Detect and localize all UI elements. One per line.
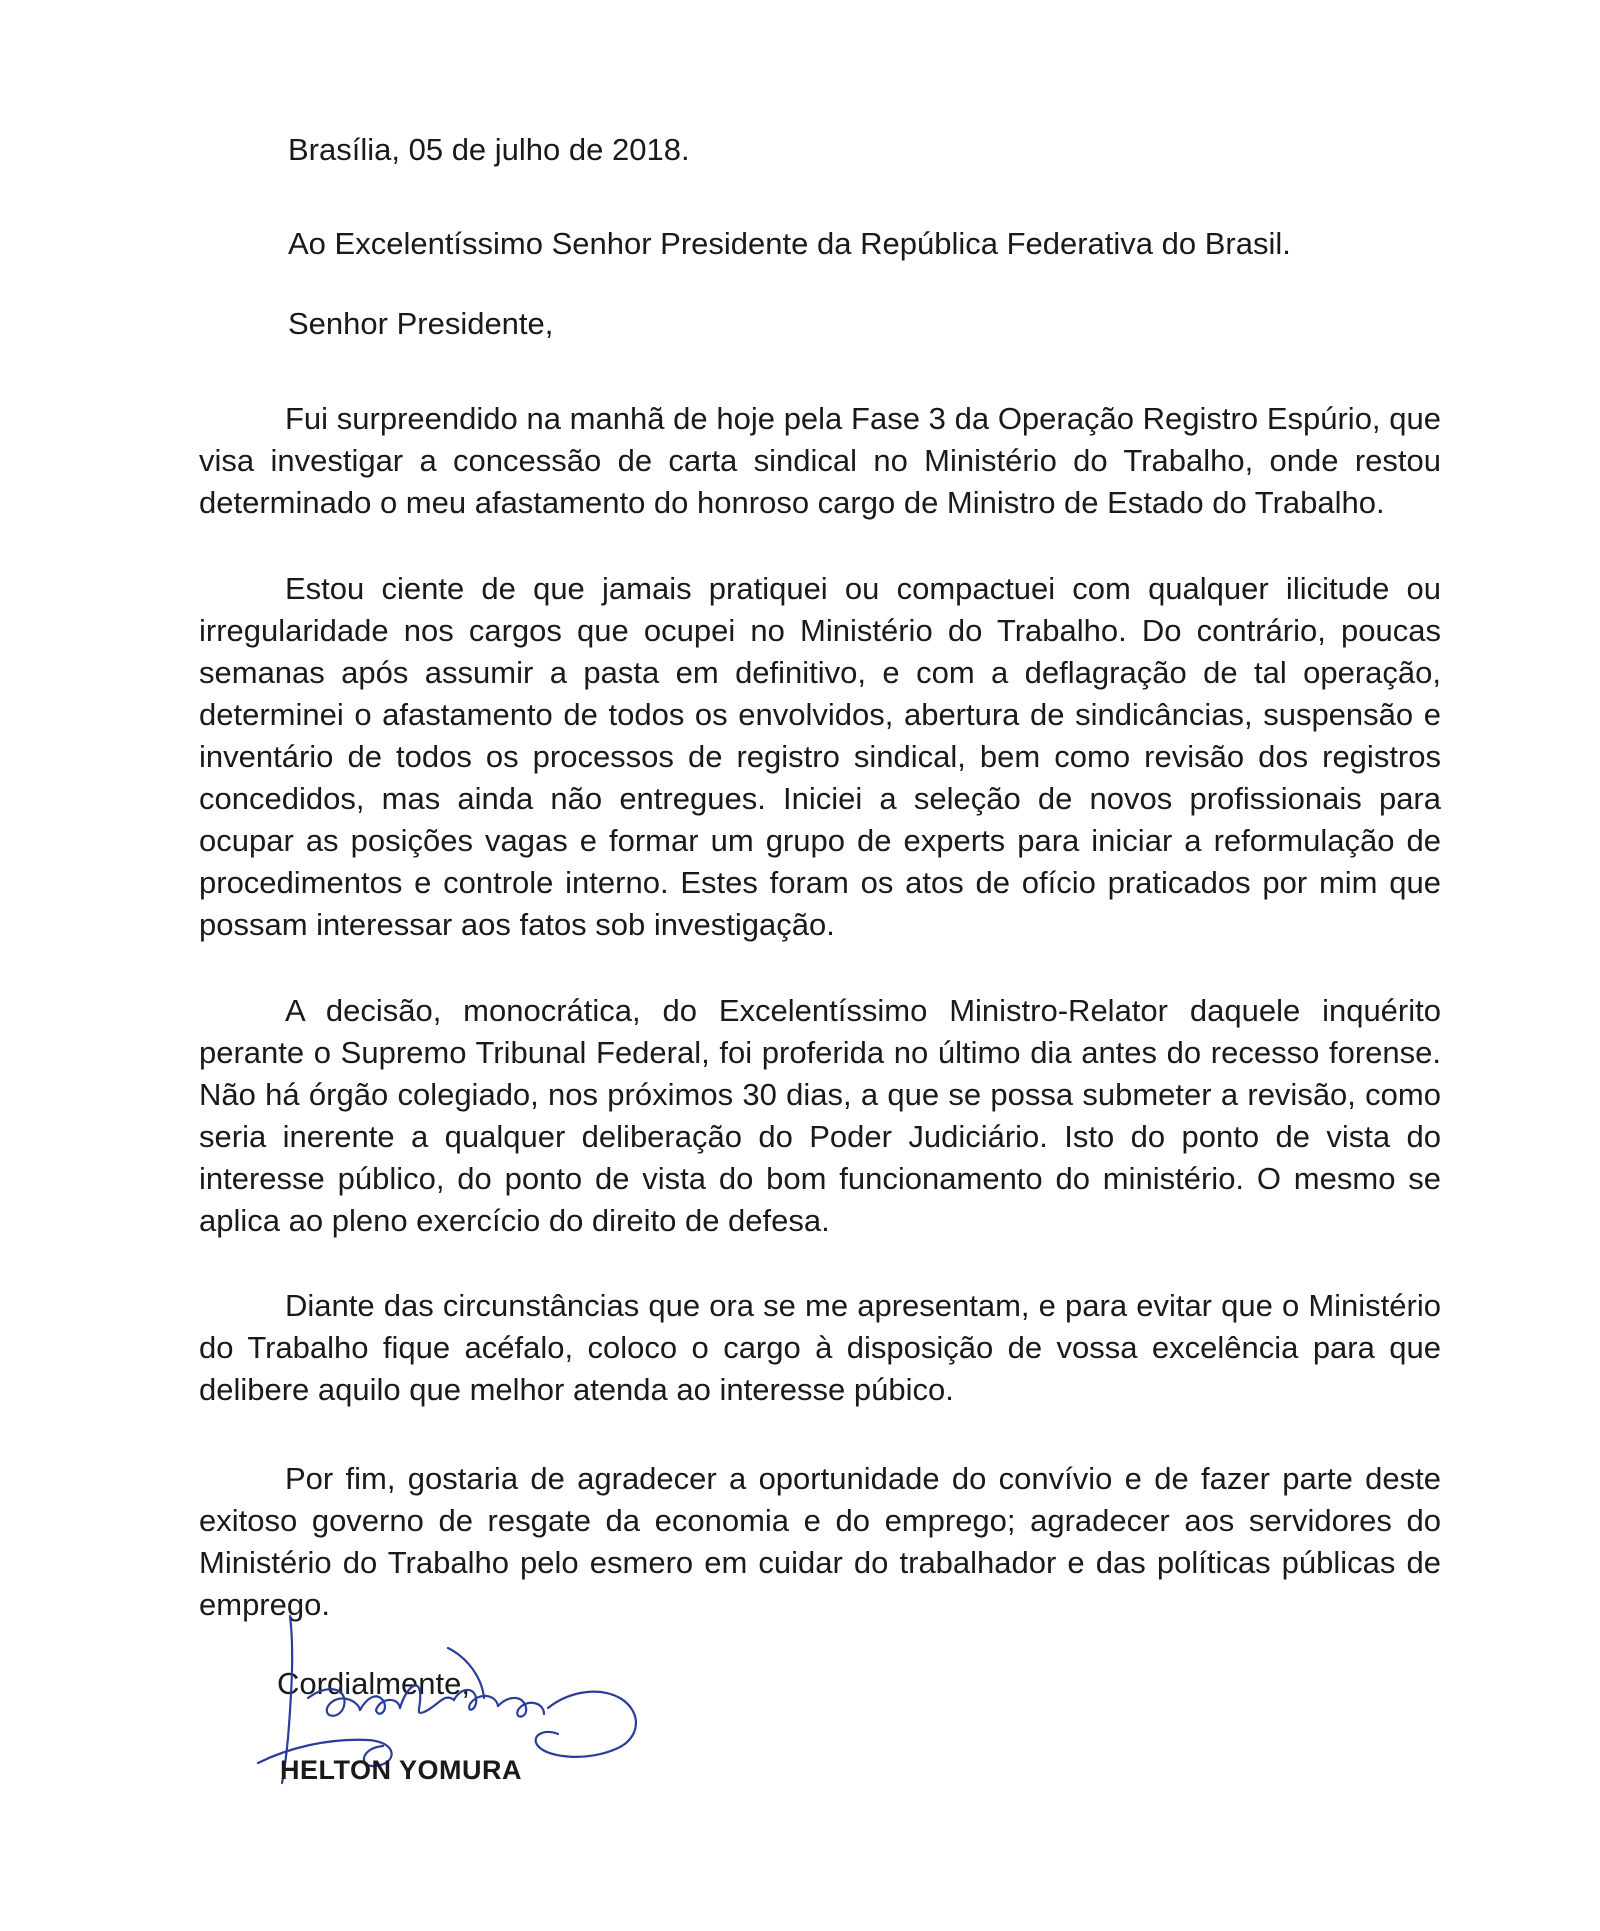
addressee-line: Ao Excelentíssimo Senhor Presidente da República Federativa do Brasil.: [288, 226, 1291, 261]
paragraph-2-text: Estou ciente de que jamais pratiquei ou compactuei com qualquer ilicitude ou irregularidade nos cargos que ocupei no Ministério do Trabalho. Do contrário, poucas semanas após assumir a pasta em definitivo, e com a deflagração de tal operação, determinei o afastamento de todos os envolvidos, abertura de sindicâncias, suspensão e inventário de todos os processos de registro sindical, bem como revisão dos registros concedidos, mas ainda não entregues. Iniciei a seleção de novos profissionais para ocupar as posições vagas e formar um grupo de experts para iniciar a reformulação de procedimentos e controle interno. Estes foram os atos de ofício praticados por mim que possam interessar aos fatos sob investigação.: [199, 571, 1441, 942]
paragraph-2: [199, 568, 1441, 946]
paragraph-3: [199, 990, 1441, 1242]
paragraph-3-text: A decisão, monocrática, do Excelentíssimo Ministro-Relator daquele inquérito perante o Supremo Tribunal Federal, foi proferida no último dia antes do recesso forense. Não há órgão colegiado, nos próximos 30 dias, a que se possa submeter a revisão, como seria inerente a qualquer deliberação do Poder Judiciário. Isto do ponto de vista do interesse público, do ponto de vista do bom funcionamento do ministério. O mesmo se aplica ao pleno exercício do direito de defesa.: [199, 993, 1441, 1238]
date-line: Brasília, 05 de julho de 2018.: [288, 132, 690, 167]
paragraph-4: [199, 1285, 1441, 1411]
salutation: Senhor Presidente,: [288, 306, 554, 341]
closing: Cordialmente,: [277, 1666, 470, 1701]
paragraph-1-text: Fui surpreendido na manhã de hoje pela Fase 3 da Operação Registro Espúrio, que visa investigar a concessão de carta sindical no Ministério do Trabalho, onde restou determinado o meu afastamento do honroso cargo de Ministro de Estado do Trabalho.: [199, 401, 1441, 520]
paragraph-5-text: Por fim, gostaria de agradecer a oportunidade do convívio e de fazer parte deste exitoso governo de resgate da economia e do emprego; agradecer aos servidores do Ministério do Trabalho pelo esmero em cuidar do trabalhador e das políticas públicas de emprego.: [199, 1461, 1441, 1622]
signatory-name: HELTON YOMURA: [280, 1755, 523, 1785]
paragraph-1: [199, 398, 1441, 524]
paragraph-4-text: Diante das circunstâncias que ora se me apresentam, e para evitar que o Ministério do Trabalho fique acéfalo, coloco o cargo à disposição de vossa excelência para que delibere aquilo que melhor atenda ao interesse púbico.: [199, 1288, 1441, 1407]
